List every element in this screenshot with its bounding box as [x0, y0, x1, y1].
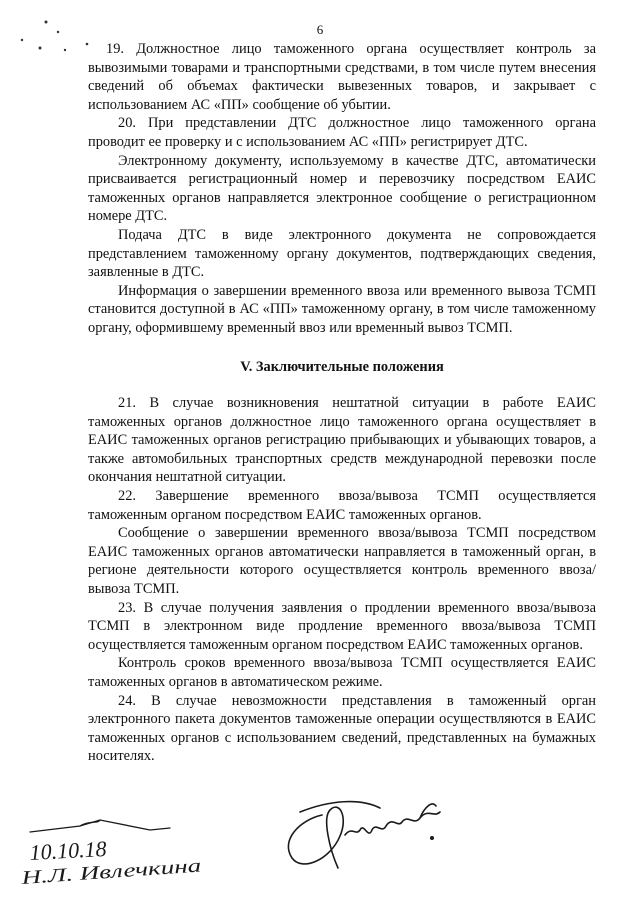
paragraph-23-control: Контроль сроков временного ввоза/вывоза ТСМП осуществляется ЕАИС таможенных органов в автоматическом режиме. — [88, 655, 596, 690]
paragraph-20: 20. При представлении ДТС должностное лицо таможенного органа проводит ее проверку и с использованием АС «ПП» регистрирует ДТС. — [88, 115, 596, 150]
paragraph-22-message: Сообщение о завершении временного ввоза/вывоза ТСМП посредством ЕАИС таможенных органов автоматически направляется в таможенный орган, в регионе деятельности которого осуществляется контроль временного ввоза/вывоза ТСМП. — [88, 525, 596, 598]
signature — [288, 802, 440, 868]
handwritten-date: 10.10.18 — [28, 835, 108, 865]
handwritten-note: Н.Л. Ивлечкина — [20, 859, 149, 889]
paragraph-19: 19. Должностное лицо таможенного органа осуществляет контроль за вывозимыми товарами и транспортными средствами, в том числе путем внесения сведений об объемах фактически вывезенных товаров, и закрывает с использованием АС «ПП» сообщение об убытии. — [88, 41, 596, 113]
paragraph-20-submission: Подача ДТС в виде электронного документа не сопровождается представлением таможенному органу документов, подтверждающих сведения, заявленные в ДТС. — [88, 226, 596, 281]
paragraph-23: 23. В случае получения заявления о продлении временного ввоза/вывоза ТСМП в электронном виде продление временного ввоза/вывоза ТСМП осуществляется таможенным органом посредством ЕАИС таможенных органов. — [88, 599, 596, 653]
paragraph-22: 22. Завершение временного ввоза/вывоза ТСМП осуществляется таможенным органом посредством ЕАИС таможенных органов. — [88, 488, 596, 523]
paragraph-21: 21. В случае возникновения нештатной ситуации в работе ЕАИС таможенных органов должностное лицо таможенного органа осуществляет в ЕАИС таможенных органов регистрацию прибывающих и убывающих товаров, а также автомобильных транспортных средств международной перевозки после окончания нештатной ситуации. — [88, 395, 596, 486]
section-heading: V. Заключительные положения — [240, 358, 444, 375]
page-number: 6 — [316, 22, 324, 37]
paragraph-24: 24. В случае невозможности представления в таможенный орган электронного пакета документов таможенные операции осуществляются в ЕАИС таможенных органов с использованием сведений, представленных на бумажных носителях. — [88, 692, 596, 765]
handwritten-date-mark — [30, 820, 170, 832]
paragraph-20-electronic: Электронному документу, используемому в качестве ДТС, автоматически присваивается регистрационный номер и перевозчику посредством ЕАИС таможенных органов направляется электронное сообщение о регистрационном номере ДТС. — [88, 152, 596, 225]
paragraph-20-information: Информация о завершении временного ввоза или временного вывоза ТСМП становится доступной в АС «ПП» таможенному органу, в том числе таможенному органу, оформившему временный ввоз или временный вывоз ТСМП. — [88, 282, 596, 336]
